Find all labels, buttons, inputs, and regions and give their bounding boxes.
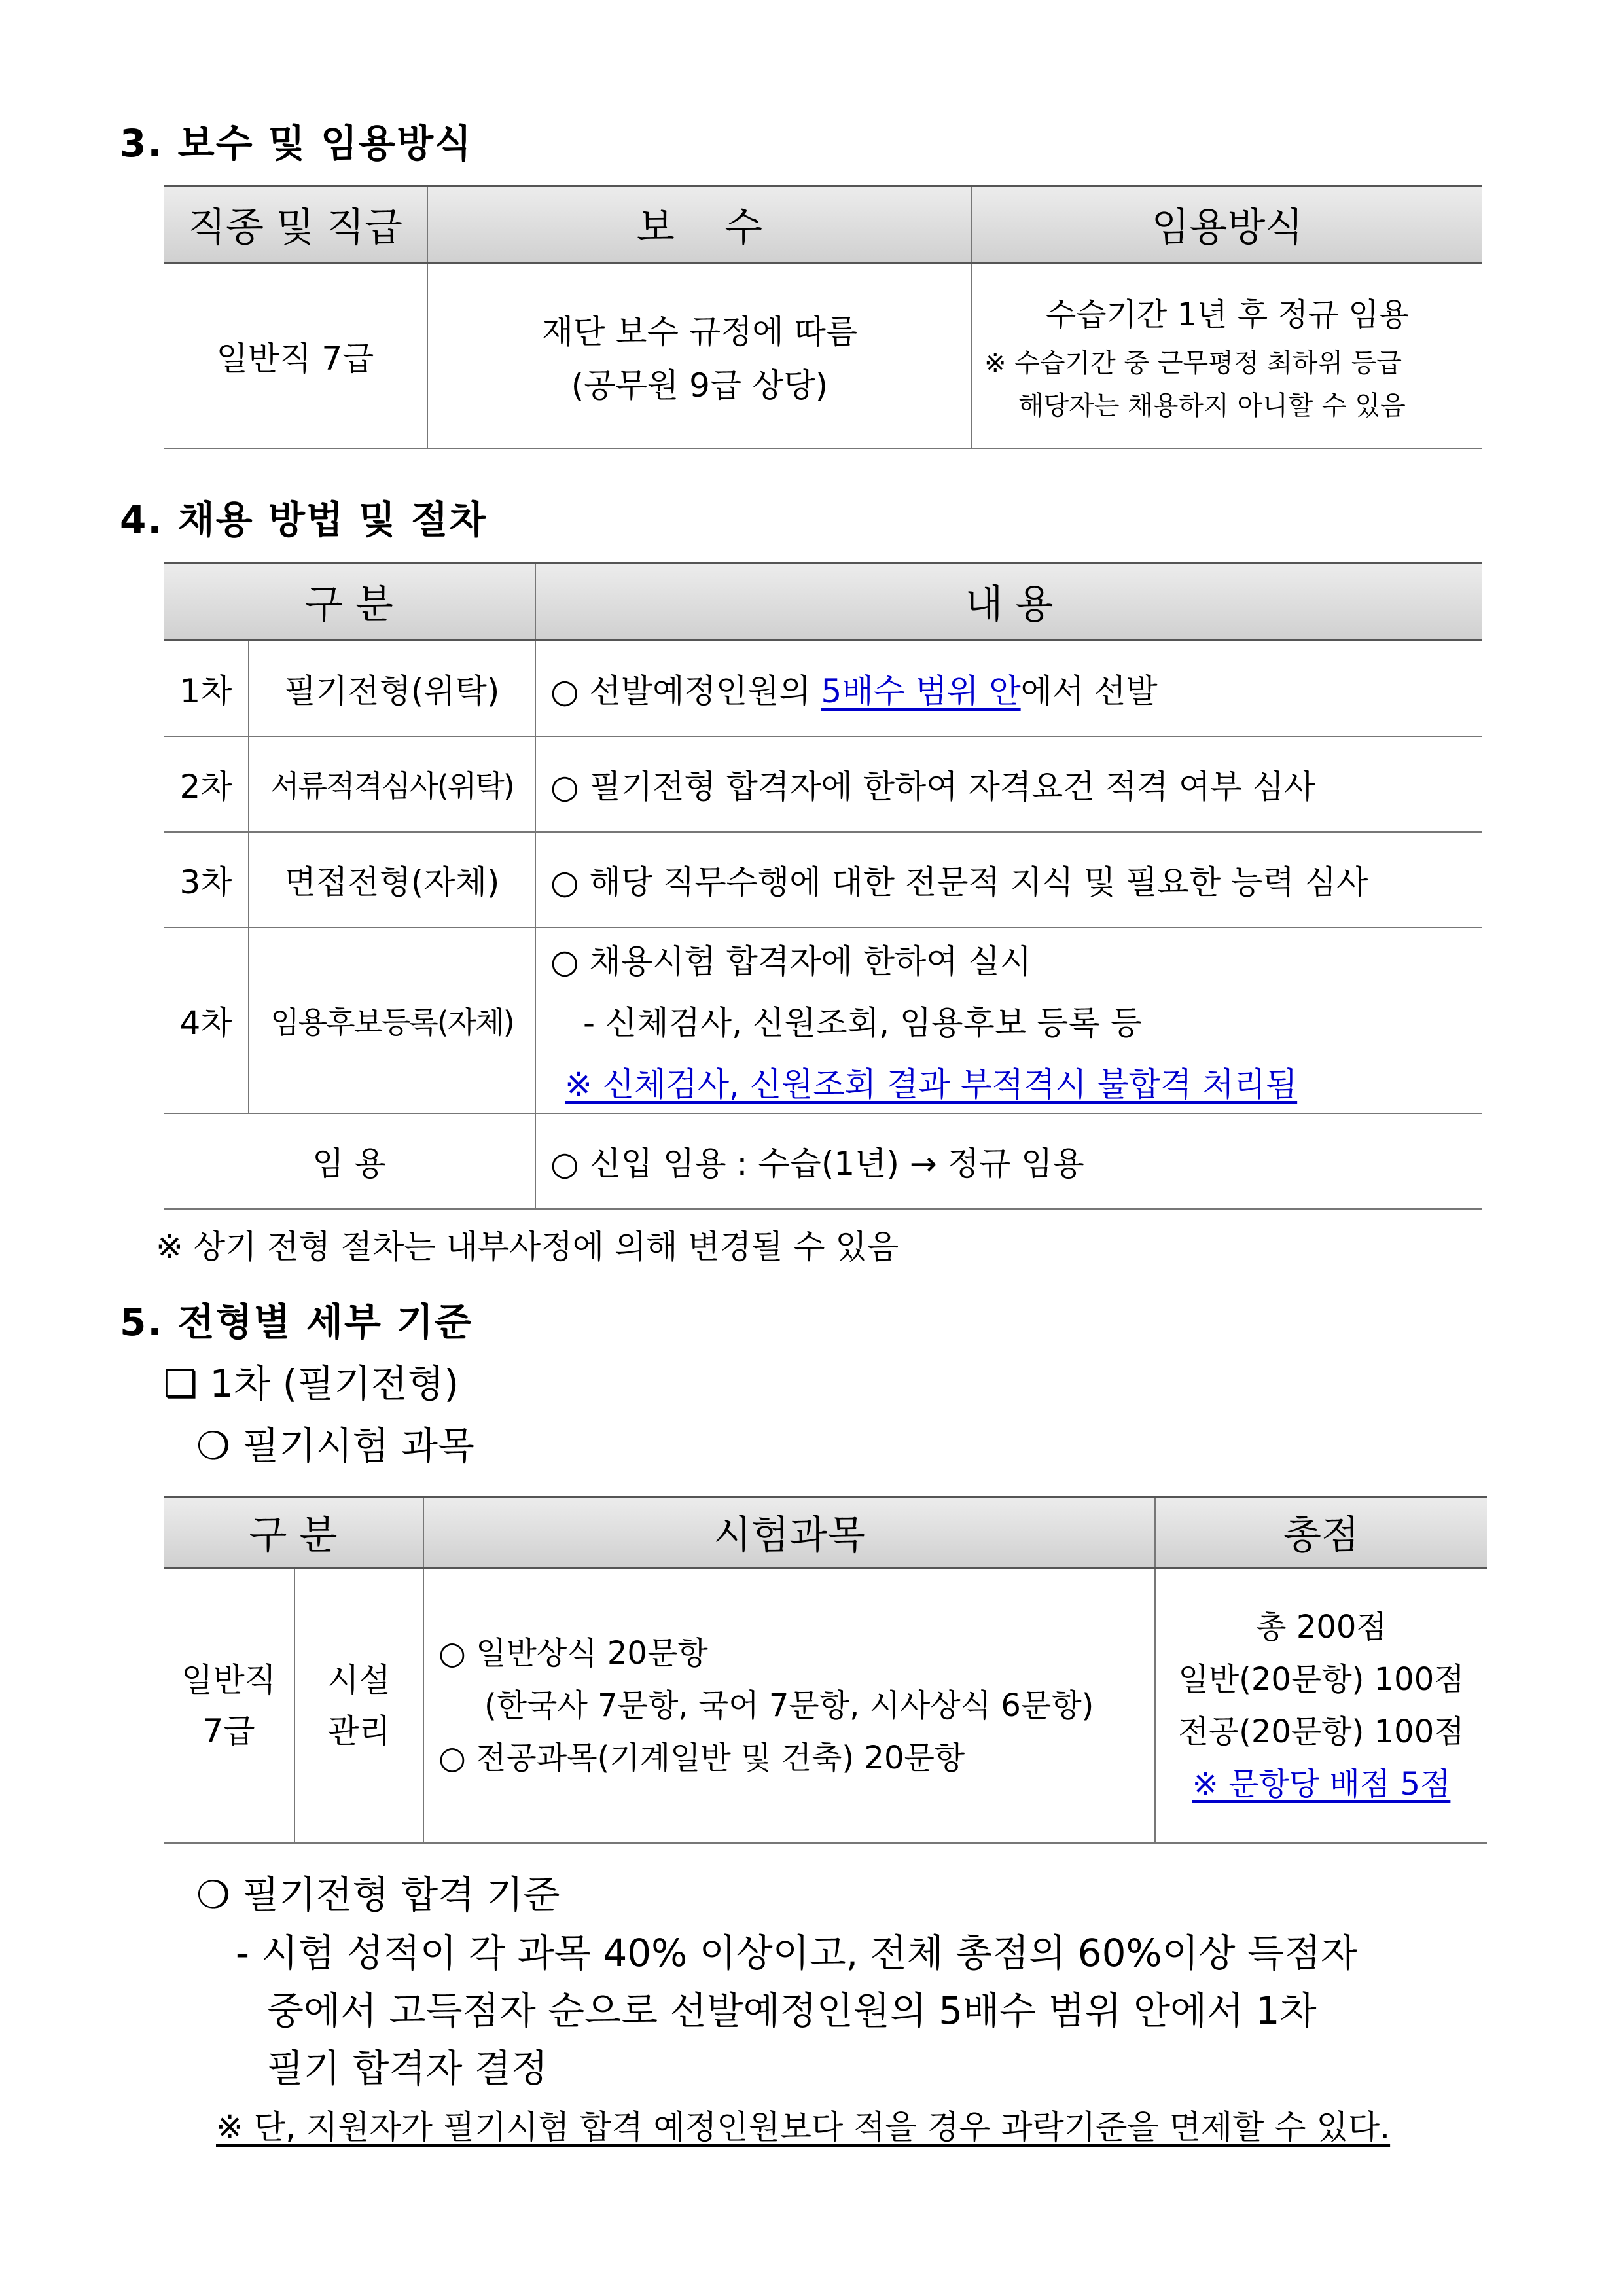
exam-grade-line1: 일반직 [181, 1660, 276, 1699]
exam-score-note: ※ 문항당 배점 5점 [1192, 1765, 1451, 1803]
procedure-table [164, 562, 1482, 1210]
procedure-final-content: ○ 신입 임용 : 수습(1년) → 정규 임용 [535, 1113, 1482, 1209]
section5-heading: 5. 전형별 세부 기준 [120, 1300, 473, 1344]
exam-subject-line1: ○ 일반상식 20문항 [438, 1634, 708, 1672]
procedure-note: ※ 상기 전형 절차는 내부사정에 의해 변경될 수 있음 [156, 1228, 899, 1266]
pass-criteria-note: ※ 단, 지원자가 필기시험 합격 예정인원보다 적을 경우 과락기준을 면제할 수 있다. [216, 2108, 1391, 2146]
exam-header-category: 구 분 [164, 1497, 423, 1568]
exam-score-line3: 전공(20문항) 100점 [1178, 1713, 1465, 1750]
pay-grade-cell [164, 264, 427, 448]
pay-amount-line2: (공무원 9급 상당) [571, 366, 829, 404]
exam-subject-line2: (한국사 7문항, 국어 7문항, 시사상식 6문항) [484, 1687, 1094, 1724]
section5-sub1: ❑ 1차 (필기전형) [164, 1361, 459, 1406]
procedure-content [535, 927, 1482, 1113]
pay-header-method: 임용방식 [972, 186, 1482, 264]
procedure-content-line1: ○ 채용시험 합격자에 한하여 실시 [550, 942, 1032, 980]
procedure-row [164, 927, 1482, 1113]
procedure-name: 필기전형(위탁) [249, 641, 535, 736]
exam-table [164, 1496, 1487, 1844]
exam-header-score: 총점 [1155, 1497, 1487, 1568]
pay-method-note1: ※ 수습기간 중 근무평정 최하위 등급 [984, 348, 1402, 379]
procedure-highlight: 5배수 범위 안 [821, 672, 1021, 710]
exam-subject-cell [423, 1568, 1155, 1843]
pay-amount-line1: 재단 보수 규정에 따름 [541, 312, 858, 351]
section5-sub2: ❍ 필기시험 과목 [196, 1424, 475, 1468]
procedure-stage: 2차 [164, 736, 249, 832]
procedure-header-category: 구 분 [164, 563, 535, 641]
procedure-content [535, 641, 1482, 736]
pay-table [164, 185, 1482, 449]
exam-score-line2: 일반(20문항) 100점 [1178, 1660, 1465, 1698]
pass-criteria-heading: ❍ 필기전형 합격 기준 [196, 1873, 560, 1917]
pay-header-grade: 직종 및 직급 [164, 186, 427, 264]
exam-field-line1: 시설 [327, 1660, 391, 1699]
procedure-stage: 1차 [164, 641, 249, 736]
exam-grade-cell [164, 1568, 294, 1843]
exam-subject-line3: ○ 전공과목(기계일반 및 건축) 20문항 [438, 1739, 965, 1776]
procedure-header-content: 내 용 [535, 563, 1482, 641]
exam-field-cell [294, 1568, 423, 1843]
pay-grade-text: 일반직 7급 [216, 339, 374, 378]
procedure-row [164, 641, 1482, 736]
procedure-name: 임용후보등록(자체) [249, 927, 535, 1113]
pay-method-cell [972, 264, 1482, 448]
procedure-stage: 3차 [164, 832, 249, 927]
procedure-name: 서류적격심사(위탁) [249, 736, 535, 832]
pass-criteria-line1: - 시험 성적이 각 과목 40% 이상이고, 전체 총점의 60%이상 득점자 [236, 1931, 1358, 1975]
section3-heading: 3. 보수 및 임용방식 [120, 121, 473, 166]
procedure-content-line2: - 신체검사, 신원조회, 임용후보 등록 등 [583, 1003, 1142, 1042]
procedure-row [164, 832, 1482, 927]
exam-field-line2: 관리 [327, 1712, 391, 1750]
pay-method-line1: 수습기간 1년 후 정규 임용 [1045, 296, 1410, 334]
exam-score-cell [1155, 1568, 1487, 1843]
section4-heading: 4. 채용 방법 및 절차 [120, 497, 488, 542]
exam-score-line1: 총 200점 [1256, 1608, 1387, 1645]
procedure-content: ○ 필기전형 합격자에 한하여 자격요건 적격 여부 심사 [535, 736, 1482, 832]
procedure-final-name: 임 용 [164, 1113, 535, 1209]
procedure-row [164, 736, 1482, 832]
exam-header-subject: 시험과목 [423, 1497, 1155, 1568]
procedure-warning: ※ 신체검사, 신원조회 결과 부적격시 불합격 처리됨 [565, 1065, 1298, 1103]
procedure-name: 면접전형(자체) [249, 832, 535, 927]
pay-header-pay: 보 수 [427, 186, 972, 264]
procedure-final-row [164, 1113, 1482, 1209]
pay-amount-cell [427, 264, 972, 448]
procedure-content-text: 에서 선발 [1020, 672, 1158, 710]
pass-criteria-line2: 중에서 고득점자 순으로 선발예정인원의 5배수 범위 안에서 1차 [267, 1988, 1317, 2033]
procedure-stage: 4차 [164, 927, 249, 1113]
procedure-content-text: ○ 선발예정인원의 [550, 672, 821, 710]
pay-method-note2: 해당자는 채용하지 아니할 수 있음 [1018, 391, 1406, 422]
exam-grade-line2: 7급 [202, 1712, 255, 1750]
procedure-content: ○ 해당 직무수행에 대한 전문적 지식 및 필요한 능력 심사 [535, 832, 1482, 927]
pass-criteria-line3: 필기 합격자 결정 [267, 2046, 548, 2090]
